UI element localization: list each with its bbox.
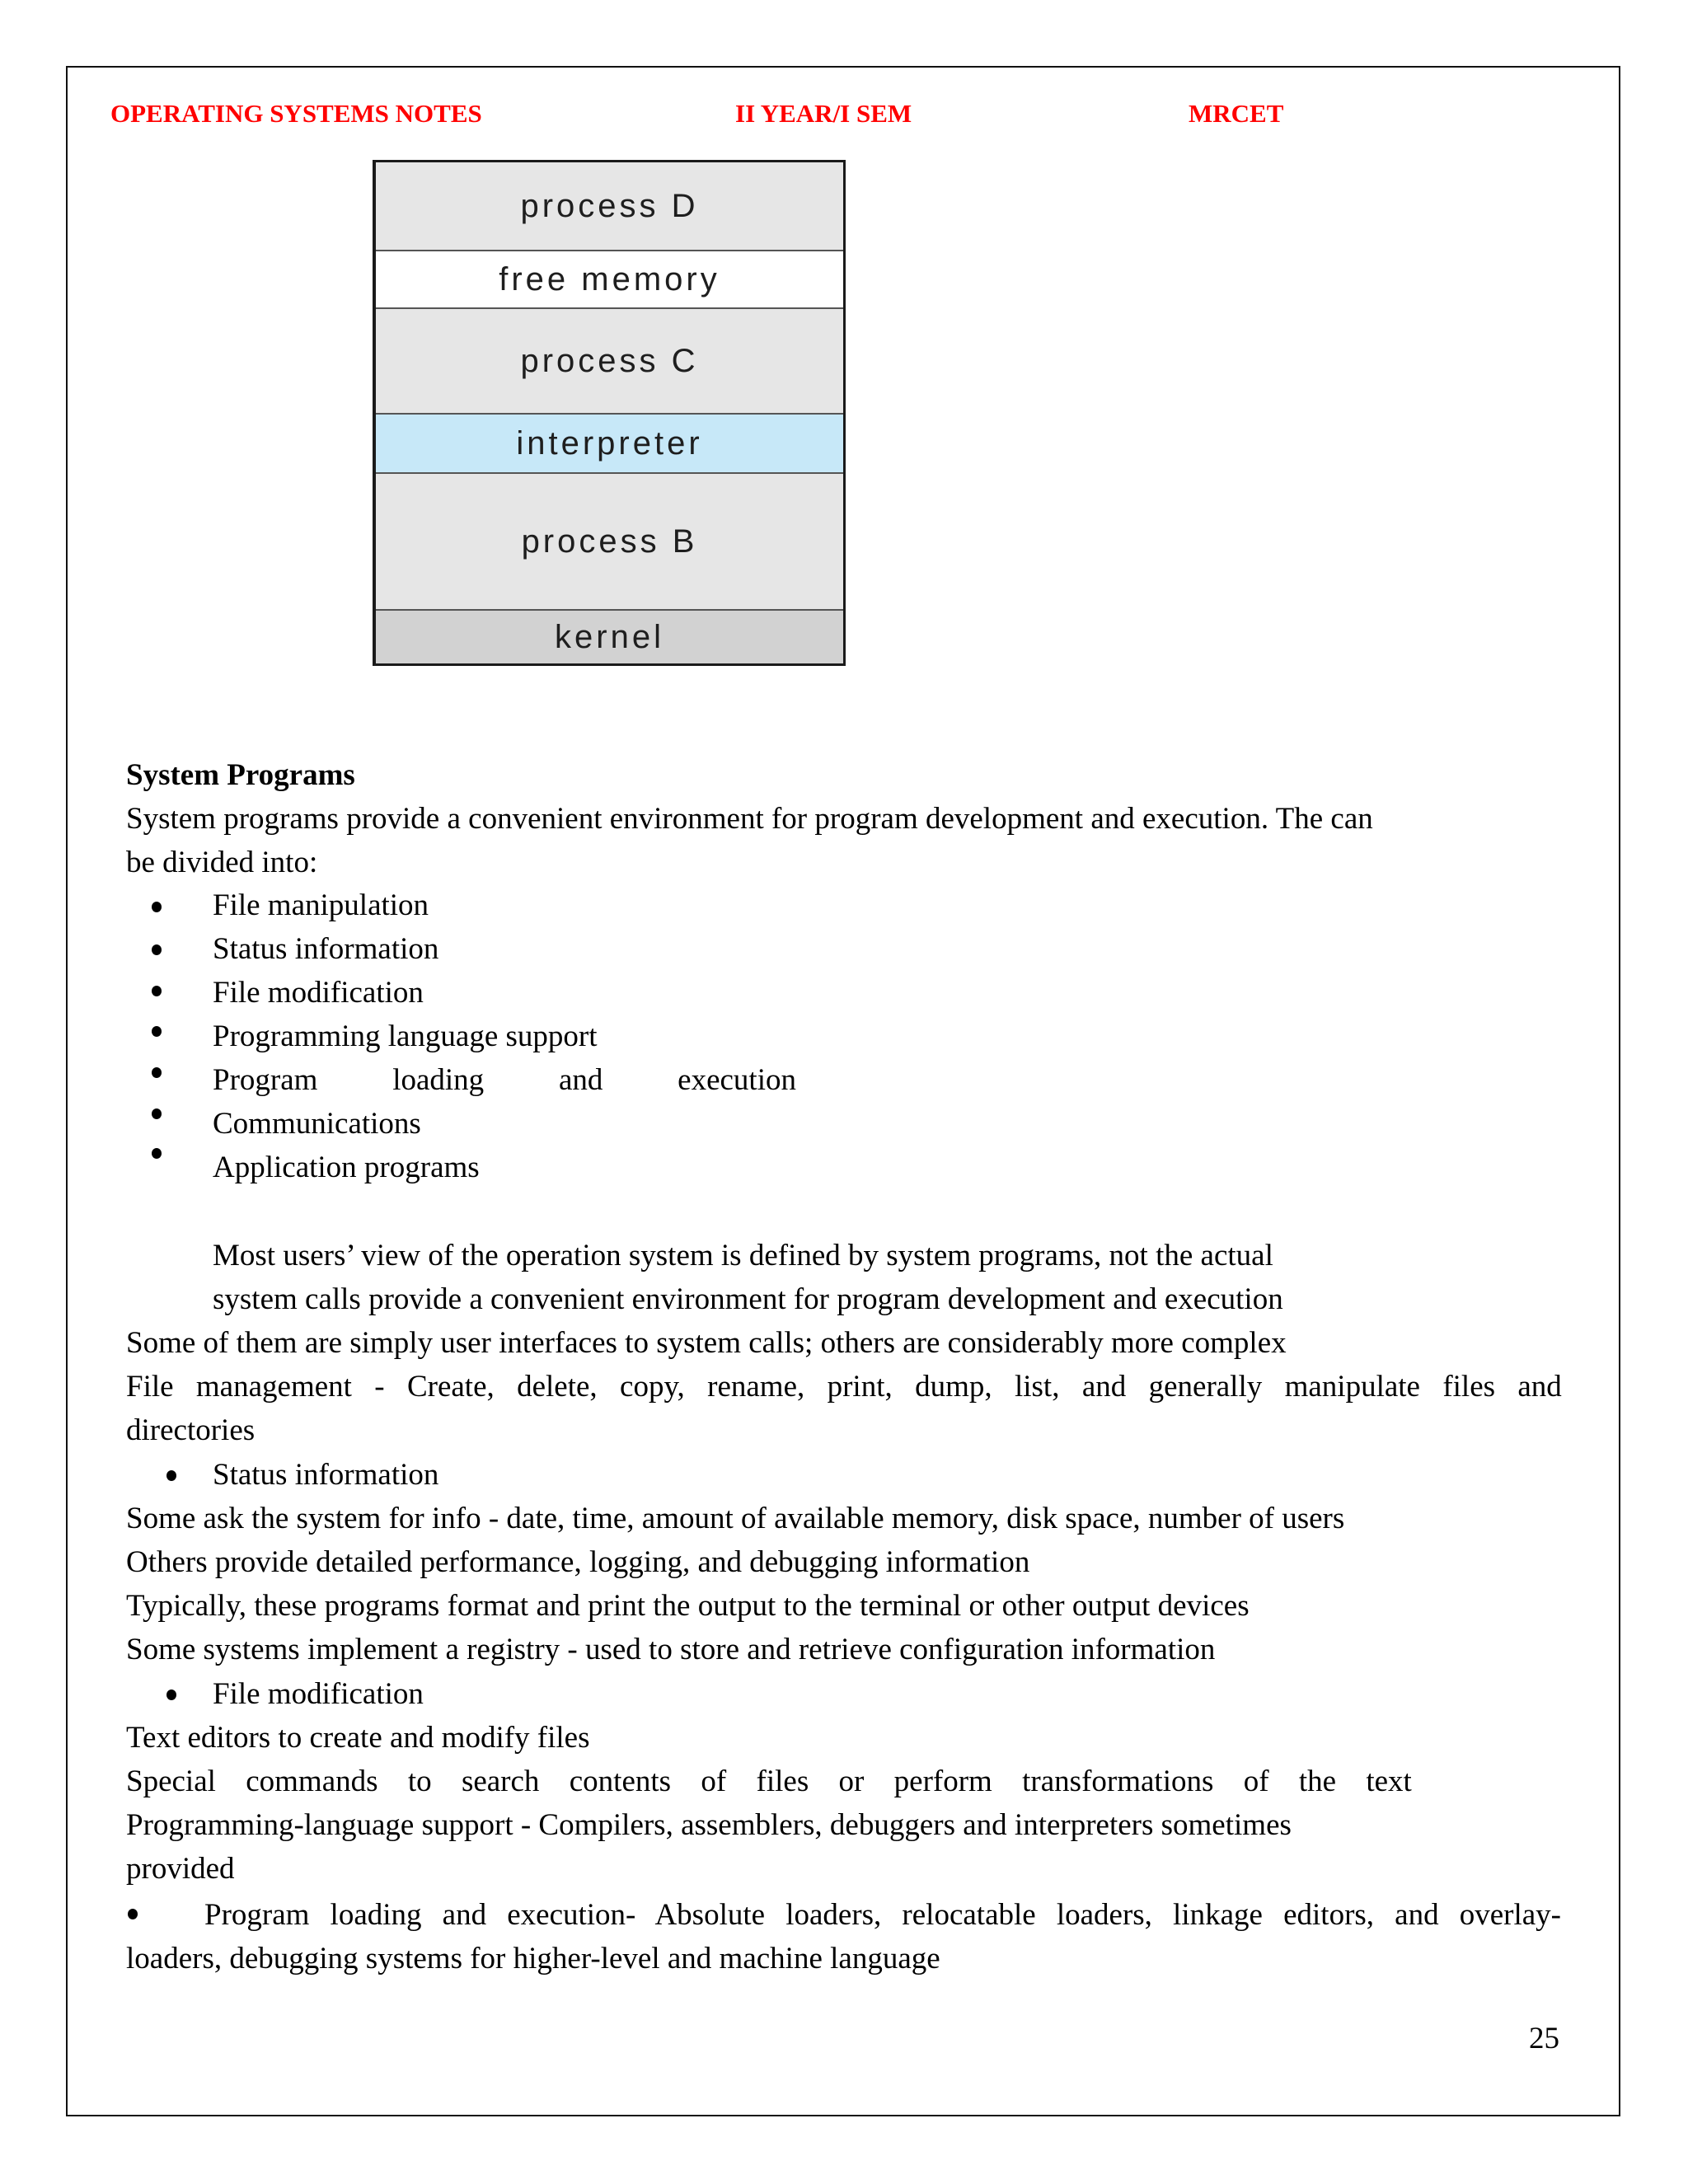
word: and [558,1063,603,1097]
intro-line-2: be divided into: [126,846,318,879]
word: - [374,1370,385,1404]
word: files [1442,1370,1496,1404]
paragraph-line: loaders, debugging systems for higher-level and machine language [126,1942,940,1975]
word: manipulate [1284,1370,1420,1404]
bullet-icon [128,1909,138,1919]
category-item: Communications [213,1107,421,1141]
paragraph-line: provided [126,1852,235,1886]
segment-interpreter: interpreter [376,415,843,474]
word: copy, [620,1370,685,1404]
word: or [838,1765,865,1798]
special-commands-line [126,1766,1412,1797]
subsection-bullet-status: Status information [213,1458,439,1492]
category-item: File manipulation [213,888,429,922]
bullet-icon [152,902,162,912]
word: perform [893,1765,992,1798]
paragraph-line: Typically, these programs format and print the output to the terminal or other output devices [126,1589,1250,1623]
word: list, [1014,1370,1060,1404]
paragraph-line: Others provide detailed performance, logging, and debugging information [126,1545,1030,1579]
word: management [195,1370,352,1404]
paragraph-line: Some of them are simply user interfaces to system calls; others are considerably more complex [126,1326,1287,1360]
file-management-line [126,1371,1562,1402]
segment-process-c: process C [376,309,843,415]
word: Create, [406,1370,495,1404]
paragraph-line: system calls provide a convenient environment for program development and execution [213,1282,1283,1316]
paragraph-line: Most users’ view of the operation system is defined by system programs, not the actual [213,1239,1273,1272]
paragraph-line: Program loading and execution- Absolute loaders, relocatable loaders, linkage editors, and overlay- [204,1898,1561,1932]
segment-free-memory: free memory [376,251,843,309]
word: dump, [915,1370,992,1404]
bullet-icon [152,944,162,955]
word: generally [1148,1370,1263,1404]
paragraph-line: Programming-language support - Compilers, assemblers, debuggers and interpreters sometimes [126,1808,1292,1842]
bullet-icon [166,1470,176,1481]
segment-process-d: process D [376,162,843,251]
word: and [1517,1370,1562,1404]
bullet-icon [152,1026,162,1037]
section-title: System Programs [126,758,355,792]
paragraph-line: Some ask the system for info - date, time, amount of available memory, disk space, number of users [126,1502,1345,1535]
word: loading [392,1063,485,1097]
word: rename, [707,1370,805,1404]
word: contents [569,1765,672,1798]
word: execution [678,1063,796,1097]
paragraph-line: directories [126,1413,256,1447]
word: print, [827,1370,893,1404]
word: File [126,1370,174,1404]
paragraph-line: Text editors to create and modify files [126,1721,590,1755]
word: search [461,1765,540,1798]
word: text [1366,1765,1412,1798]
category-item: Programming language support [213,1019,598,1053]
word: of [701,1765,727,1798]
header-course-title: OPERATING SYSTEMS NOTES [110,99,482,128]
segment-kernel: kernel [376,611,843,663]
memory-layout-diagram [373,160,846,666]
category-item: Status information [213,932,439,966]
bullet-icon [166,1690,176,1700]
bullet-icon [152,986,162,996]
header-institution: MRCET [1189,99,1284,128]
bullet-icon [152,1148,162,1159]
page-number: 25 [1529,2022,1559,2055]
word: Program [213,1063,318,1097]
subsection-bullet-file-modification: File modification [213,1677,424,1711]
segment-process-b: process B [376,474,843,611]
category-item-program-loading [213,1065,796,1095]
word: Special [126,1765,216,1798]
bullet-icon [152,1108,162,1119]
header-year-semester: II YEAR/I SEM [735,99,912,128]
category-item: File modification [213,976,424,1010]
bullet-icon [152,1067,162,1078]
word: of [1243,1765,1269,1798]
category-item: Application programs [213,1151,480,1184]
word: and [1081,1370,1127,1404]
paragraph-line: Some systems implement a registry - used to store and retrieve configuration information [126,1633,1216,1666]
intro-line-1: System programs provide a convenient environment for program development and execution. The can [126,802,1373,836]
word: transformations [1022,1765,1214,1798]
word: commands [246,1765,378,1798]
word: delete, [517,1370,598,1404]
word: to [407,1765,432,1798]
word: the [1298,1765,1337,1798]
word: files [756,1765,809,1798]
